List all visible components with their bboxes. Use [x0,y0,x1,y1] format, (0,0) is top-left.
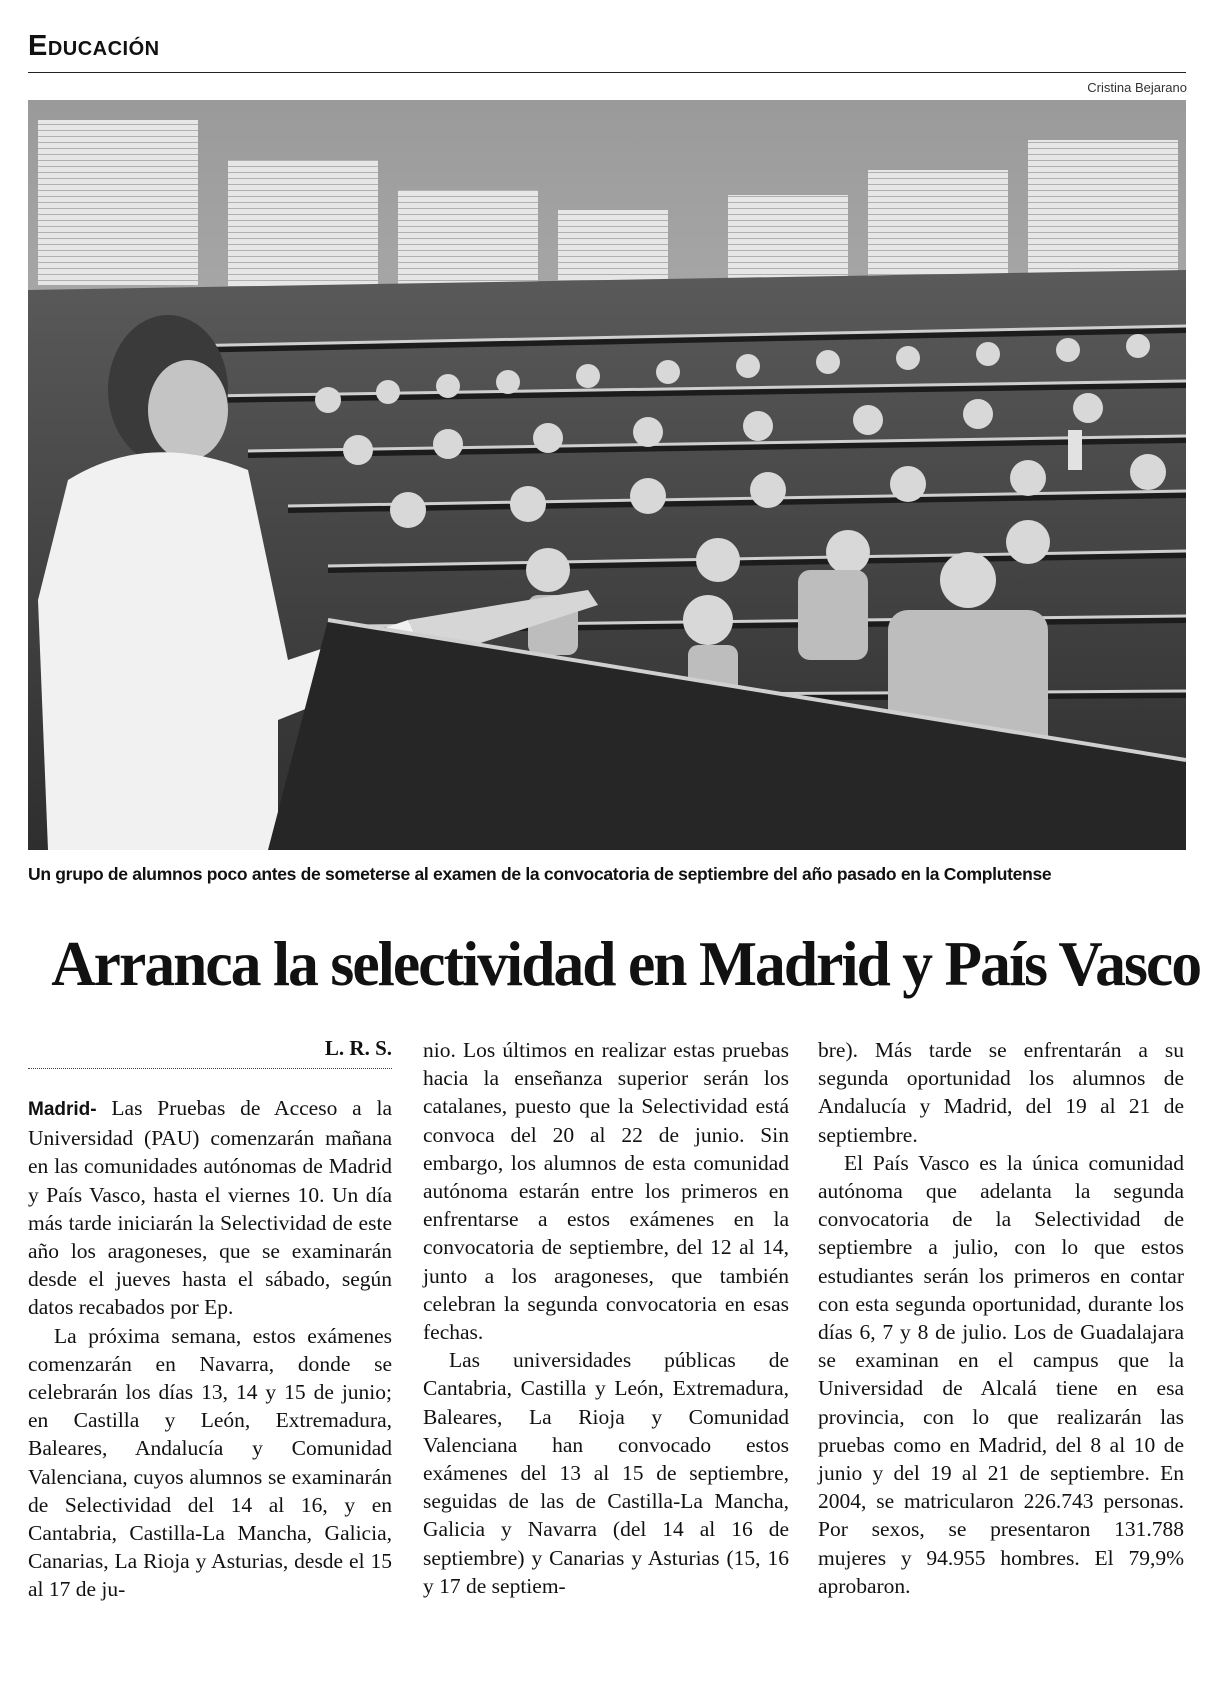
byline-rule [28,1068,392,1069]
article-column-1 [28,1094,392,1604]
paragraph-text: Las Pruebas de Acceso a la Universidad (PAU) comenzarán mañana en las comunidades autónomas de Madrid y País Vasco, hasta el viernes 10. Un día más tarde iniciarán la Selectividad de este año los aragoneses, que se examinarán desde el jueves hasta el sábado, según datos recabados por Ep. [28,1096,392,1320]
article-column-3 [818,1036,1184,1600]
classroom-photo-illustration [28,100,1186,850]
headline: Arranca la selectividad en Madrid y País Vasco [51,928,1201,999]
article-photo [28,100,1186,850]
paragraph: El País Vasco es la única comunidad autónoma que adelanta la segunda convocatoria de la Selectividad de septiembre a julio, con lo que estos estudiantes serán los primeros en contar con esta segunda oportunidad, durante los días 6, 7 y 8 de julio. Los de Guadalajara se examinan en el campus que la Universidad de Alcalá tiene en esa provincia, con lo que realizarán las pruebas como en Madrid, del 8 al 10 de junio y del 19 al 21 de septiembre. En 2004, se matricularon 226.743 personas. Por sexos, se presentaron 131.788 mujeres y 94.955 hombres. El 79,9% aprobaron. [818,1150,1184,1598]
water-bottle [1068,430,1082,470]
paragraph: Las universidades públicas de Cantabria, Castilla y León, Extremadura, Baleares, La Rioja y Comunidad Valenciana han convocado estos exámenes del 13 al 15 de septiembre, seguidas de las de Castilla-La Mancha, Galicia y Navarra (del 14 al 16 de septiembre) y Canarias y Asturias (15, 16 y 17 de septiem- [423,1348,789,1598]
article-column-2 [423,1036,789,1600]
photo-credit: Cristina Bejarano [1087,80,1187,95]
photo-caption: Un grupo de alumnos poco antes de someterse al examen de la convocatoria de septiembre del año pasado en la Complutense [28,864,1052,884]
paragraph: bre). Más tarde se enfrentarán a su segunda oportunidad los alumnos de Andalucía y Madrid, del 19 al 21 de septiembre. [818,1038,1184,1147]
paragraph: La próxima semana, estos exámenes comenzarán en Navarra, donde se celebrarán los días 13, 14 y 15 de junio; en Castilla y León, Extremadura, Baleares, Andalucía y Comunidad Valenciana, cuyos alumnos se examinarán de Selectividad del 14 al 16, y en Cantabria, Castilla-La Mancha, Galicia, Canarias, La Rioja y Asturias, desde el 15 al 17 de ju- [28,1323,392,1602]
byline: L. R. S. [324,1036,392,1060]
section-title: Educación [28,30,160,62]
paragraph [28,1094,392,1322]
section-rule [28,72,1186,73]
paragraph: nio. Los últimos en realizar estas pruebas hacia la enseñanza superior serán los catalanes, puesto que la Selectividad está convoca del 20 al 22 de junio. Sin embargo, los alumnos de esta comunidad autónoma estarán entre los primeros en enfrentarse a estos exámenes en la convocatoria de septiembre, del 12 al 14, junto a los aragoneses, que también celebran la segunda convocatoria en esas fechas. [423,1038,789,1345]
dateline: Madrid- [28,1099,97,1120]
